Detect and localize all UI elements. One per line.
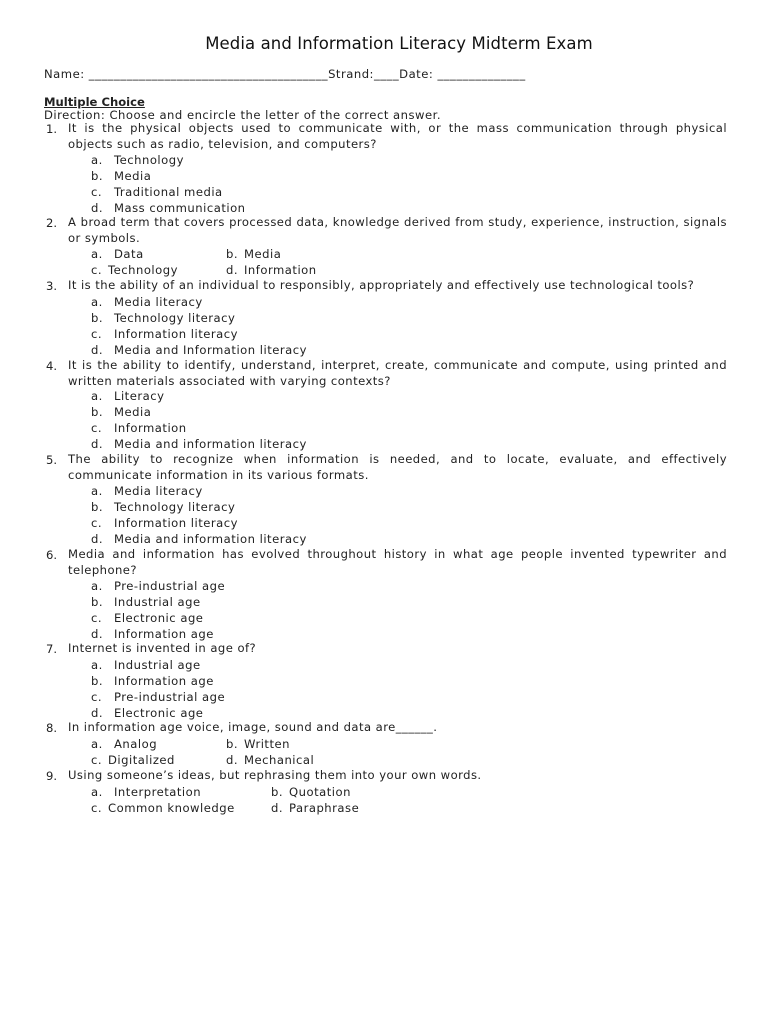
option-a[interactable]: a. Analog — [91, 737, 158, 751]
question-number: 1. — [46, 122, 58, 136]
option-c[interactable]: c. Information literacy — [91, 516, 239, 530]
option-c[interactable]: c. Digitalized — [91, 753, 175, 767]
option-b[interactable]: b. Media — [91, 169, 152, 183]
option-a[interactable]: a. Media literacy — [91, 295, 203, 309]
exam-title: Media and Information Literacy Midterm Exam — [205, 34, 593, 53]
question-text: Internet is invented in age of? — [68, 641, 257, 655]
option-a[interactable]: a. Interpretation — [91, 785, 202, 799]
option-b[interactable]: b. Written — [226, 737, 291, 751]
option-c[interactable]: c. Common knowledge — [91, 801, 235, 815]
option-d[interactable]: d. Media and information literacy — [91, 437, 307, 451]
option-b[interactable]: b. Information age — [91, 674, 214, 688]
question-text: It is the ability of an individual to responsibly, appropriately and effectively use technological tools? — [68, 278, 695, 292]
option-c[interactable]: c. Information literacy — [91, 327, 239, 341]
option-d[interactable]: d. Electronic age — [91, 706, 204, 720]
option-a[interactable]: a. Industrial age — [91, 658, 201, 672]
option-a[interactable]: a. Data — [91, 247, 144, 261]
option-d[interactable]: d. Information — [226, 263, 317, 277]
option-b[interactable]: b. Technology literacy — [91, 500, 236, 514]
section-heading: Multiple Choice — [44, 95, 145, 109]
option-d[interactable]: d. Information age — [91, 627, 214, 641]
option-d[interactable]: d. Media and information literacy — [91, 532, 307, 546]
question-number: 8. — [46, 721, 58, 735]
option-d[interactable]: d. Paraphrase — [271, 801, 360, 815]
option-c[interactable]: c. Traditional media — [91, 185, 223, 199]
question-text: It is the physical objects used to communicate with, or the mass communication through physical objects such as radio, television, and computers? — [68, 121, 727, 151]
question-text: It is the ability to identify, understand, interpret, create, communicate and compute, using printed and written materials associated with varying contexts? — [68, 358, 727, 388]
question-number: 5. — [46, 453, 58, 467]
option-d[interactable]: d. Mechanical — [226, 753, 315, 767]
option-a[interactable]: a. Literacy — [91, 389, 165, 403]
option-a[interactable]: a. Technology — [91, 153, 184, 167]
option-c[interactable]: c. Information — [91, 421, 187, 435]
question-number: 4. — [46, 359, 58, 373]
option-c[interactable]: c. Pre-industrial age — [91, 690, 226, 704]
option-d[interactable]: d. Mass communication — [91, 201, 246, 215]
question-text: In information age voice, image, sound and data are______. — [68, 720, 438, 734]
question-number: 7. — [46, 642, 58, 656]
option-d[interactable]: d. Media and Information literacy — [91, 343, 308, 357]
option-c[interactable]: c. Electronic age — [91, 611, 204, 625]
direction-text: Direction: Choose and encircle the letter of the correct answer. — [44, 108, 442, 122]
question-text: Media and information has evolved throughout history in what age people invented typewriter and telephone? — [68, 547, 727, 577]
option-b[interactable]: b. Media — [226, 247, 282, 261]
option-b[interactable]: b. Media — [91, 405, 152, 419]
question-number: 3. — [46, 279, 58, 293]
question-number: 2. — [46, 216, 58, 230]
option-a[interactable]: a. Media literacy — [91, 484, 203, 498]
question-text: Using someone’s ideas, but rephrasing them into your own words. — [68, 768, 482, 782]
option-b[interactable]: b. Industrial age — [91, 595, 201, 609]
option-b[interactable]: b. Technology literacy — [91, 311, 236, 325]
question-number: 6. — [46, 548, 58, 562]
option-c[interactable]: c. Technology — [91, 263, 178, 277]
option-b[interactable]: b. Quotation — [271, 785, 351, 799]
question-text: A broad term that covers processed data, knowledge derived from study, experience, instruction, signals or symbols. — [68, 215, 727, 245]
option-a[interactable]: a. Pre-industrial age — [91, 579, 226, 593]
question-text: The ability to recognize when information is needed, and to locate, evaluate, and effectively communicate information in its various formats. — [68, 452, 727, 482]
question-number: 9. — [46, 769, 58, 783]
name-strand-date-line: Name: ______________________________________Strand:____Date: ______________ — [44, 67, 526, 81]
